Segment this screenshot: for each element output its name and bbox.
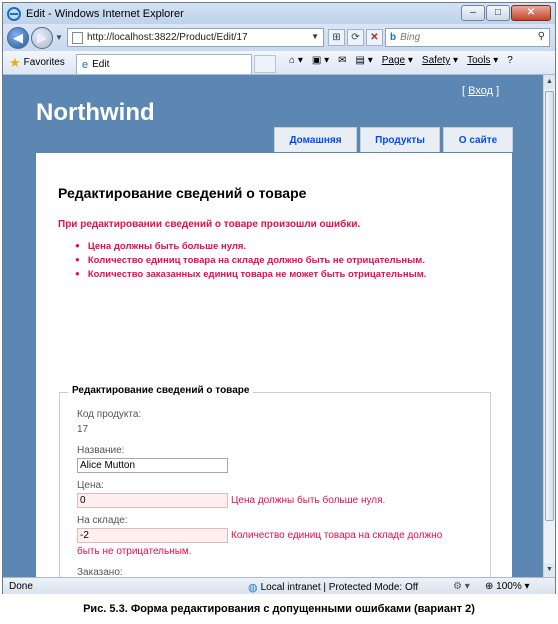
zone-text: Local intranet | Protected Mode: Off	[260, 582, 419, 593]
validation-error-list	[75, 240, 426, 282]
browser-window	[2, 2, 556, 594]
ie-logo-icon	[7, 7, 21, 21]
protected-mode-icon[interactable]: ⚙ ▾	[453, 581, 470, 592]
refresh-icon[interactable]: ⟳	[347, 29, 364, 46]
window-title: Edit - Windows Internet Explorer	[26, 7, 184, 20]
login-bracket-open: [	[462, 85, 466, 97]
print-icon[interactable]: ▤ ▾	[355, 55, 373, 66]
menu-item-products[interactable]: Продукты	[360, 127, 440, 152]
list-item: ● Цена должны быть больше нуля.	[75, 240, 426, 254]
list-item: ● Количество единиц товара на складе должно быть не отрицательным.	[75, 254, 426, 268]
page-icon	[72, 32, 83, 44]
command-buttons	[289, 55, 513, 66]
zoom-text: 100%	[496, 581, 522, 592]
feeds-icon[interactable]: ▣ ▾	[311, 55, 330, 66]
address-dropdown-icon[interactable]: ▼	[311, 32, 319, 41]
history-dropdown-icon[interactable]: ▼	[55, 33, 63, 42]
zoom-icon: ⊕	[485, 581, 494, 592]
globe-icon: ◍	[248, 582, 258, 594]
maximize-button[interactable]: □	[486, 5, 510, 21]
list-item: ● Количество заказанных единиц товара не может быть отрицательным.	[75, 268, 426, 282]
scroll-down-icon[interactable]: ▼	[544, 563, 555, 577]
stock-label: На складе:	[77, 515, 128, 526]
figure-caption: Рис. 5.3. Форма редактирования с допущенными ошибками (вариант 2)	[83, 603, 475, 615]
page-title: Редактирование сведений о товаре	[58, 185, 307, 201]
help-icon[interactable]: ?	[507, 55, 513, 66]
close-button[interactable]: ✕	[511, 5, 551, 21]
browser-tab[interactable]	[76, 54, 252, 74]
scroll-up-icon[interactable]: ▲	[544, 75, 555, 89]
stock-error: Количество единиц товара на складе должно	[231, 530, 443, 541]
menu-item-about[interactable]: О сайте	[443, 127, 513, 152]
ordered-label: Заказано:	[77, 567, 123, 577]
title-bar	[3, 3, 555, 24]
back-button[interactable]: ◀	[7, 27, 29, 49]
price-input[interactable]: 0	[77, 493, 228, 508]
menu-item-home[interactable]: Домашняя	[274, 127, 357, 152]
favorites-label: Favorites	[23, 57, 65, 68]
main-menu	[274, 127, 513, 152]
search-box[interactable]	[385, 28, 550, 47]
name-input[interactable]: Alice Mutton	[77, 458, 228, 473]
validation-summary: При редактировании сведений о товаре произошли ошибки.	[58, 219, 361, 230]
status-text: Done	[9, 581, 33, 592]
stop-icon[interactable]: ✕	[366, 29, 383, 46]
status-bar	[3, 577, 555, 594]
name-label: Название:	[77, 445, 125, 456]
price-label: Цена:	[77, 480, 104, 491]
site-title: Northwind	[36, 99, 155, 126]
compatibility-icon[interactable]: ⊞	[328, 29, 345, 46]
search-icon[interactable]: ⚲	[537, 31, 545, 42]
page-viewport	[3, 75, 543, 577]
product-id-value: 17	[77, 424, 89, 435]
safety-menu[interactable]: Safety ▾	[421, 55, 459, 66]
address-text[interactable]: http://localhost:3822/Product/Edit/17	[87, 32, 248, 43]
command-bar	[3, 51, 555, 75]
star-icon: ★	[9, 54, 21, 70]
window-controls	[461, 5, 551, 21]
search-placeholder[interactable]: Bing	[400, 32, 421, 43]
favorites-button[interactable]	[9, 55, 65, 71]
product-id-label: Код продукта:	[77, 409, 142, 420]
main-content	[36, 153, 512, 577]
page-menu[interactable]: Page ▾	[381, 55, 413, 66]
login-bracket-close: ]	[496, 85, 500, 97]
new-tab-button[interactable]	[254, 55, 276, 73]
login-link[interactable]: Вход	[468, 85, 494, 97]
forward-button[interactable]: ▶	[31, 27, 53, 49]
fieldset-legend: Редактирование сведений о товаре	[68, 385, 253, 396]
mail-icon[interactable]: ✉	[338, 55, 347, 66]
login-area	[462, 85, 499, 97]
tab-ie-icon: e	[82, 58, 89, 71]
stock-error-cont: быть не отрицательным.	[77, 546, 192, 557]
minimize-button[interactable]: –	[461, 5, 485, 21]
vertical-scrollbar[interactable]	[543, 75, 555, 577]
home-icon[interactable]: ⌂ ▾	[289, 55, 303, 66]
stock-input[interactable]: -2	[77, 528, 228, 543]
tab-label: Edit	[92, 59, 110, 70]
bing-icon: b	[390, 32, 397, 43]
address-bar[interactable]	[67, 28, 324, 47]
zoom-control[interactable]: ⊕ 100% ▾	[485, 581, 530, 592]
price-error: Цена должны быть больше нуля.	[231, 495, 386, 506]
address-toolbar	[3, 24, 555, 51]
tools-menu[interactable]: Tools ▾	[467, 55, 499, 66]
security-zone	[248, 581, 418, 594]
nav-icons	[328, 29, 383, 46]
scroll-thumb[interactable]	[545, 91, 554, 521]
